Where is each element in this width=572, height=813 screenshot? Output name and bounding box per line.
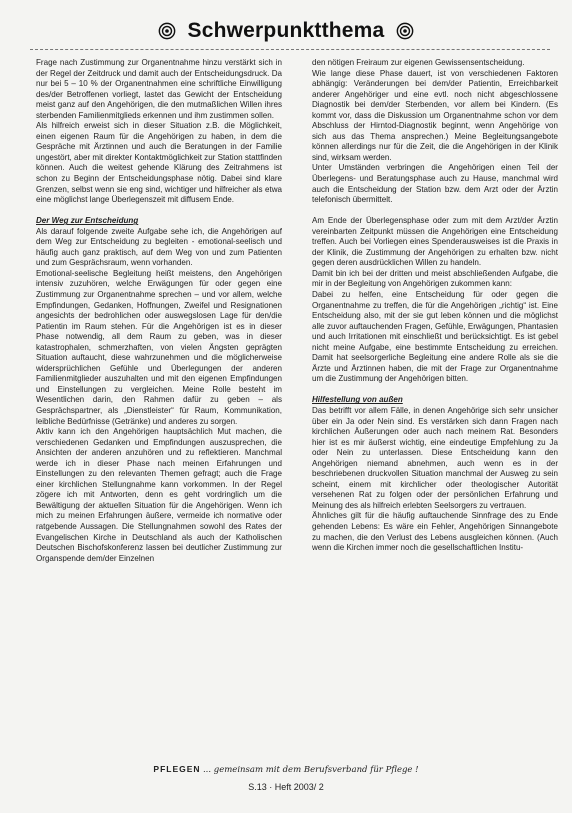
paragraph: Ähnliches gilt für die häufig auftauchende Sinnfrage des zu Ende gehenden Lebens: Es wäre ein Fehler, Angehörigen Sinnangebote zu machen, die den Verlust des Lebens ausgleichen können. (Auch wenn die Kirchen immer noch die gesellschaftlichen Institu- (312, 511, 558, 553)
paragraph: Emotional-seelische Begleitung heißt meistens, den Angehörigen intensiv zuzuhören, welche Erwägungen für oder gegen eine Zustimmung zur Organentnahme sprechen – und vor allem, welche Empfindungen, Gedanken, Hoffnungen, Zweifel und Resignationen angesichts der bedrohlichen oder auswegslosen Lage für den/die Patientin im Raum stehen. Für die Angehörigen ist es in dieser Phase notwendig, all dem Raum zu geben, was in dieser katastrophalen, schmerzhaften, von vielen Ängsten geprägten Situation auftaucht, diese wahrzunehmen und die möglicherweise widersprüchlichen Gefühle und Überlegungen der anderen Familienmitglieder auszuhalten und mit den eigenen Empfindungen und Einstellungen zu vergleichen. Meine Rolle besteht im Wesentlichen darin, den Rahmen dafür zu geben – als Gesprächspartner, als „Dienstleister“ für Raum, Kommunikation, leibliche Bedürfnisse (Getränke) und anderes zu sorgen. (36, 268, 282, 426)
spacer (36, 206, 282, 217)
spacer (312, 385, 558, 396)
paragraph: Damit bin ich bei der dritten und meist abschließenden Aufgabe, die mir in der Begleitung von Angehörigen zukommen kann: (312, 268, 558, 289)
spacer (312, 206, 558, 217)
bullseye-icon (158, 22, 176, 40)
footer-tagline (0, 764, 572, 775)
bullseye-icon (396, 22, 414, 40)
section-heading: Der Weg zur Entscheidung (36, 216, 139, 226)
footer-slogan: ... gemeinsam mit dem Berufsverband für Pflege ! (202, 765, 419, 775)
paragraph: Wie lange diese Phase dauert, ist von verschiedenen Faktoren abhängig: Veränderungen bei dem/der Patientin, Erreichbarkeit anderer Angehöriger und eine evtl. noch nicht abgeschlossene Diagnostik bei dem/der Sterbenden, vor allem bei Kindern. (Es kommt vor, dass die Diskussion um Organentnahme schon vor dem Abschluss der Hirntod-Diagnostik beginnt, wenn Angehörige von sich aus das Thema ansprechen.) Meine Begleitungsangebote können allerdings nur für die Zeit, die die Angehörigen in der Klinik sind, wirksam werden. (312, 68, 558, 162)
right-column (312, 58, 558, 554)
paragraph: Dabei zu helfen, eine Entscheidung für oder gegen die Organentnahme zu treffen, die für die Angehörigen „richtig“ ist. Eine Entscheidung also, mit der sie gut leben können und die möglichst alle zuvor auftauchenden Fragen, Gefühle, Erwägungen, Phantasien und auch Irritationen mit einschließt und berücksichtigt. Es ist gebel nicht meine Aufgabe, eine bestimmte Entscheidung zu erreichen. Damit hat seelsorgerliche Begleitung eine andere Rolle als sie die Ärzte und Ärztinnen haben, die mit der Frage zur Organentnahme um die Zustimmung der Angehörigen bitten. (312, 289, 558, 384)
paragraph: Frage nach Zustimmung zur Organentnahme hinzu verstärkt sich in der Regel der Zeitdruck und damit auch der Entscheidungsdruck. Da nur bei 5 – 10 % der Organentnahmen eine schriftliche Einwilligung des/der Betroffenen vorliegt, lastet das Gewicht der Entscheidung meist ganz auf den Angehörigen, die den mutmaßlichen Willen ihres sterbenden Familienmitglieds erkennen und ihm zustimmen sollen. (36, 58, 282, 120)
paragraph: Aktiv kann ich den Angehörigen hauptsächlich Mut machen, die verschiedenen Gedanken und Empfindungen auszusprechen, die Ansichten der anderen anzuhören und zu reflektieren. Manchmal werde ich in dieser Phase nach meinen Erfahrungen und Einstellungen zu den relevanten Themen gefragt; auch die Frage einer kirchlichen Stellungnahme kann vorkommen. In der Regel zögere ich mit Antworten, denn es geht vordringlich um die Bewältigung der aktuellen Situation für die Angehörigen. Wenn ich mich zu meinen Erfahrungen äußere, vermeide ich normative oder ratgebende Aussagen. Die Stellungnahmen sowohl des Rates der Evangelischen Kirche in Deutschland als auch der Katholischen Deutschen Bischofskonferenz lassen bei deutlicher Zustimmung zur Organspende dem/der Einzelnen (36, 427, 282, 563)
paragraph: Unter Umständen verbringen die Angehörigen einen Teil der Überlegens- und Beratungsphase auch zu Hause, manchmal wird auch die Entscheidung der Station bzw. dem Arzt oder der Ärztin telefonisch übermittelt. (312, 163, 558, 205)
page-header (0, 14, 572, 48)
page-title: Schwerpunktthema (187, 19, 385, 42)
paragraph: Das betrifft vor allem Fälle, in denen Angehörige sich sehr unsicher über ein Ja oder Nein sind. Es verstärken sich dann Fragen nach kirchlichen Äußerungen oder auch nach meinem Rat. Besonders hier ist es mir äußerst wichtig, eine eindeutige Empfehlung zu Ja oder Nein zu unterlassen. Diese Entscheidung kann den Angehörigen niemand abnehmen, auch wenn es in der beschriebenen druckvollen Situation manchmal der Ausweg zu sein scheint, einem mit kirchlicher oder theologischer Autorität versehenen Rat zu folgen oder der persönlichen Erfahrung und Meinung des als hilfreich erlebten Seelsorgers zu vertrauen. (312, 405, 558, 510)
left-column (36, 58, 282, 564)
section-heading: Hilfestellung von außen (312, 395, 403, 405)
magazine-name: PFLEGEN (153, 764, 201, 774)
page-number: S.13 · Heft 2003/ 2 (248, 782, 324, 792)
paragraph: Als darauf folgende zweite Aufgabe sehe ich, die Angehörigen auf dem Weg zur Entscheidung zu begleiten - emotional-seelisch und häufig auch ganz praktisch, auf dem Weg von und zum Patienten und zum Gesprächsraum, wenn vorhanden. (36, 226, 282, 268)
paragraph: Am Ende der Überlegensphase oder zum mit dem Arzt/der Ärztin vereinbarten Zeitpunkt müssen die Angehörigen eine Entscheidung treffen. Auch bei Vorliegen eines Spenderausweises ist die Praxis in der Klinik, die Zustimmung der Angehörigen zu erhalten bzw. nicht gegen deren ausdrücklichen Willen zu handeln. (312, 216, 558, 268)
paragraph: Als hilfreich erweist sich in dieser Situation z.B. die Möglichkeit, einen eigenen Raum für die Angehörigen zu haben, in dem die Gespräche mit Ärztinnen und auch die Beratungen in der Familie ungestört, aber mit direkter Kontaktmöglichkeit zur Station stattfinden können. Auch die weitest gehende Klärung des Zeitrahmens ist schon zu Beginn der Entscheidungsphase nötig. Dabei sind klare Grenzen, selbst wenn sie eng sind, wichtiger und hilfreicher als etwa eine möglichst lange Überlegenszeit mit diffusem Ende. (36, 121, 282, 205)
paragraph: den nötigen Freiraum zur eigenen Gewissensentscheidung. (312, 58, 525, 67)
header-divider (30, 49, 550, 50)
